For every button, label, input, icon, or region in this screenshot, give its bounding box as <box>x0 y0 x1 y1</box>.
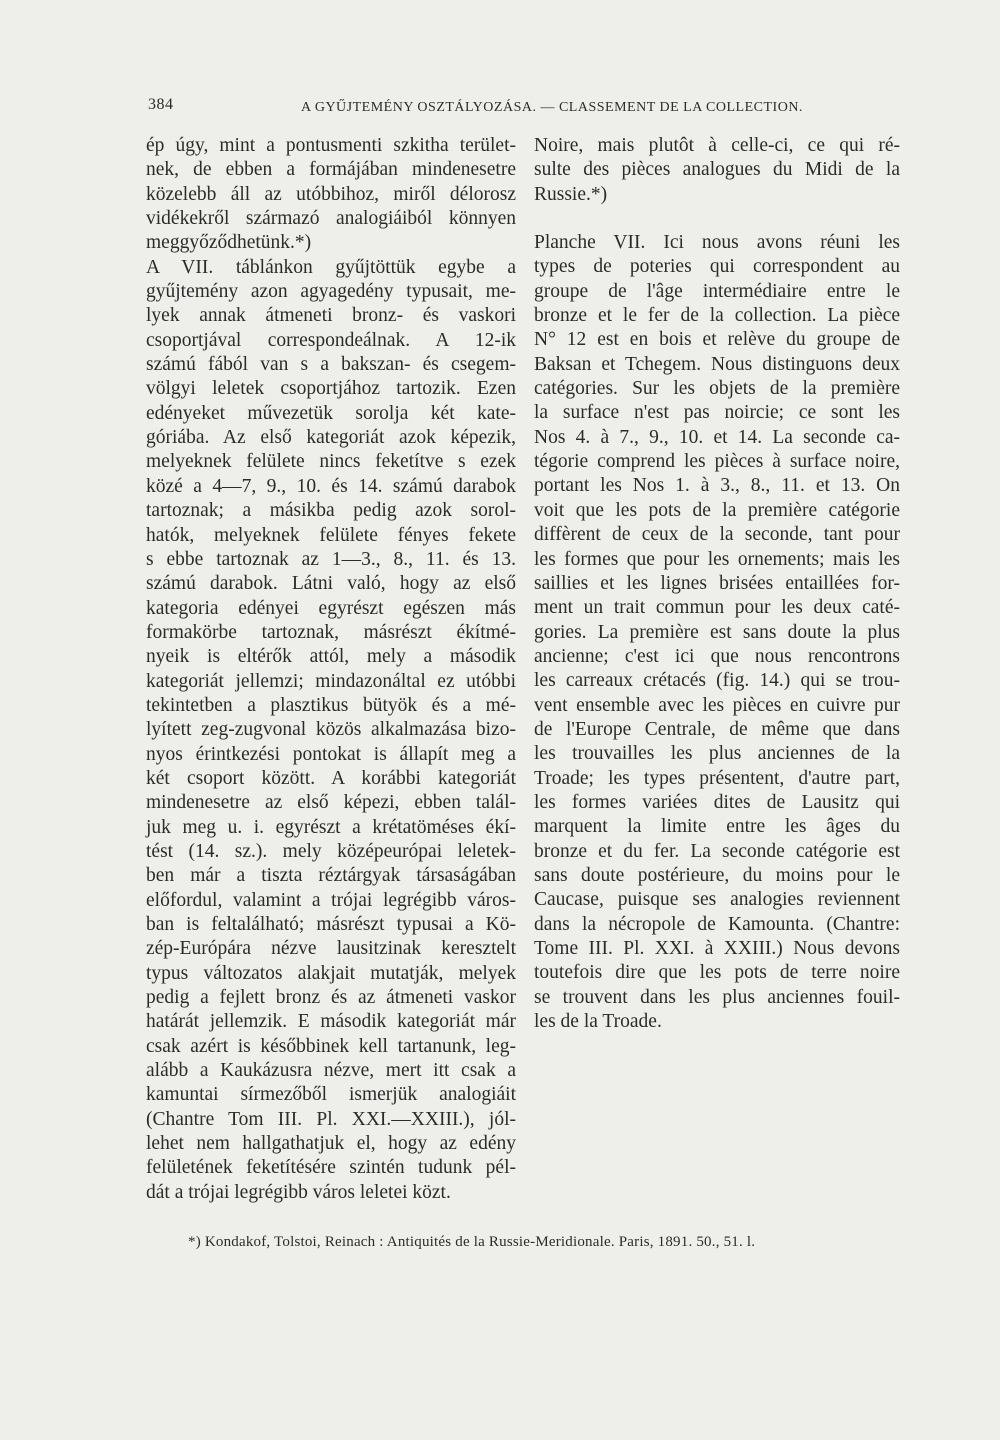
text-line: se trouvent dans les plus anciennes fouil- <box>534 986 900 1008</box>
text-line: voit que les pots de la première catégorie <box>534 499 900 521</box>
text-line: marquent la limite entre les âges du <box>534 816 900 838</box>
french-paragraph-continued <box>534 134 900 207</box>
text-line: meggyőződhetünk.*) <box>146 232 312 254</box>
text-line: Noire, mais plutôt à celle-ci, ce qui ré- <box>534 135 900 156</box>
text-line: formakörbe tartoznak, másrészt ékítmé- <box>146 621 516 643</box>
text-line: számú darabok. Látni való, hogy az első <box>146 573 516 595</box>
text-line: kategoriát jellemzi; mindazonáltal ez utóbbi <box>146 670 516 692</box>
text-line: ben már a tiszta réztárgyak társaságában <box>146 865 516 887</box>
text-line: ban is feltalálható; másrészt typusai a Kö- <box>146 914 516 935</box>
text-line: dát a trójai legrégibb város leletei közt. <box>146 1181 451 1203</box>
text-line: s ebbe tartoznak az 1—3., 8., 11. és 13. <box>146 548 516 570</box>
text-line: tést (14. sz.). mely középeurópai leletek- <box>146 840 516 862</box>
text-line: groupe de l'âge intermédiaire entre le <box>534 280 900 302</box>
text-line: hatók, melyeknek felülete fényes fekete <box>146 524 516 546</box>
text-line: alább a Kaukázusra nézve, mert itt csak a <box>146 1060 516 1082</box>
text-line: Caucase, puisque ses analogies reviennent <box>534 889 900 911</box>
text-line: zép-Európára nézve lausitzinak keresztelt <box>146 938 516 960</box>
text-line: nek, de ebben a formájában mindenesetre <box>146 159 516 181</box>
text-line: Tome III. Pl. XXI. à XXIII.) Nous devons <box>534 938 900 959</box>
text-line: Planche VII. Ici nous avons réuni les <box>534 232 900 254</box>
text-line: gories. La première est sans doute la plus <box>534 621 900 643</box>
text-line: (Chantre Tom III. Pl. XXI.—XXIII.), jól- <box>146 1108 516 1130</box>
text-line: vent ensemble avec les pièces en cuivre pur <box>534 694 900 716</box>
running-head: A GYŰJTEMÉNY OSZTÁLYOZÁSA. — CLASSEMENT DE LA COLLECTION. <box>301 100 803 115</box>
text-line: mindenesetre az első képezi, ebben talál- <box>146 792 516 814</box>
text-line: types de poteries qui correspondent au <box>534 256 900 278</box>
text-line: sulte des pièces analogues du Midi de la <box>534 159 900 181</box>
text-line: csak azért is későbbinek kell tartanunk, leg- <box>146 1035 516 1057</box>
text-line: les formes variées dites de Lausitz qui <box>534 791 900 813</box>
text-line: Russie.*) <box>534 183 608 205</box>
hungarian-column <box>146 134 516 1205</box>
text-line: két csoport között. A korábbi kategoriát <box>146 767 516 789</box>
text-line: számú fából van s a bakszan- és csegem- <box>146 354 516 376</box>
text-line: pedig a fejlett bronz és az átmeneti vaskor <box>146 987 516 1009</box>
text-line: völgyi leletek csoportjához tartozik. Ezen <box>146 378 516 400</box>
text-line: közé a 4—7, 9., 10. és 14. számú darabok <box>146 475 516 497</box>
page-number: 384 <box>148 96 174 113</box>
text-line: Troade; les types présentent, d'autre part, <box>534 767 900 789</box>
text-line: juk meg u. i. egyrészt a krétatöméses ékí- <box>146 816 516 838</box>
text-line: portant les Nos 1. à 3., 8., 11. et 13. On <box>534 475 900 497</box>
text-line: melyeknek felülete nincs feketítve s ezek <box>146 451 516 473</box>
text-line: catégories. Sur les objets de la première <box>534 378 900 400</box>
text-line: góriába. Az első kategoriát azok képezik, <box>146 427 516 449</box>
text-line: közelebb áll az utóbbihoz, miről délorosz <box>146 183 516 205</box>
text-line: gyűjtemény azon agyagedény typusait, me- <box>146 281 516 303</box>
text-line: bronze et du fer. La seconde catégorie est <box>534 840 900 862</box>
paragraph-gap <box>534 207 900 231</box>
text-line: de l'Europe Centrale, de même que dans <box>534 718 900 740</box>
text-line: előfordul, valamint a trójai legrégibb város- <box>146 889 516 911</box>
text-line: les carreaux crétacés (fig. 14.) qui se trou- <box>534 670 900 692</box>
text-line: toutefois dire que les pots de terre noire <box>534 962 900 984</box>
text-line: ment un trait commun pour les deux caté- <box>534 597 900 619</box>
text-line: typus változatos alakjait mutatják, melyek <box>146 962 516 984</box>
text-line: Nos 4. à 7., 9., 10. et 14. La seconde ca- <box>534 426 900 448</box>
text-line: diffèrent de ceux de la seconde, tant pour <box>534 524 900 546</box>
text-line: tégorie comprend les pièces à surface noire, <box>534 451 900 473</box>
text-line: felületének feketítésére szintén tudunk pél- <box>146 1157 516 1179</box>
french-paragraph-planche <box>534 231 900 1034</box>
text-line: kategoria edényei egyrészt egészen más <box>146 597 516 619</box>
text-line: Baksan et Tchegem. Nous distinguons deux <box>534 353 900 375</box>
text-line: csoportjával correspondeálnak. A 12-ik <box>146 329 516 351</box>
text-line: bronze et le fer de la collection. La pièce <box>534 305 900 327</box>
text-line: edényeket művezetük sorolja két kate- <box>146 402 516 424</box>
text-line: kamuntai sírmezőből ismerjük analogiáit <box>146 1084 516 1106</box>
text-line: A VII. táblánkon gyűjtöttük egybe a <box>146 256 516 278</box>
text-line: tekintetben a plasztikus bütyök és a mé- <box>146 694 516 716</box>
text-line: les de la Troade. <box>534 1011 662 1033</box>
text-line: les formes que pour les ornements; mais les <box>534 548 900 570</box>
text-line: ancienne; c'est ici que nous rencontrons <box>534 645 900 667</box>
text-line: nyeik is eltérők attól, mely a második <box>146 646 516 668</box>
text-line: saillies et les lignes brisées entaillées for- <box>534 572 900 594</box>
text-line: la surface n'est pas noircie; ce sont les <box>534 402 900 424</box>
text-line: tartoznak; a másikba pedig azok sorol- <box>146 500 516 522</box>
text-line: N° 12 est en bois et relève du groupe de <box>534 329 900 351</box>
text-line: nyos érintkezési pontokat is állapít meg a <box>146 743 516 765</box>
text-line: lyített zeg-zugvonal közös alkalmazása bizo- <box>146 719 516 741</box>
footnote: *) Kondakof, Tolstoi, Reinach : Antiquités de la Russie-Meridionale. Paris, 1891. 50., 51. l. <box>188 1234 756 1250</box>
text-line: dans la nécropole de Kamounta. (Chantre: <box>534 913 900 935</box>
text-line: sans doute postérieure, du moins pour le <box>534 864 900 886</box>
french-column <box>534 134 900 1034</box>
text-line: határát jellemzik. E második kategoriát már <box>146 1011 516 1033</box>
text-line: lehet nem hallgathatjuk el, hogy az edény <box>146 1133 516 1155</box>
text-line: lyek annak átmeneti bronz- és vaskori <box>146 305 516 327</box>
text-line: ép úgy, mint a pontusmenti szkitha terület- <box>146 135 516 156</box>
text-line: vidékekről származó analogiáiból könnyen <box>146 208 516 230</box>
text-line: les trouvailles les plus anciennes de la <box>534 743 900 765</box>
